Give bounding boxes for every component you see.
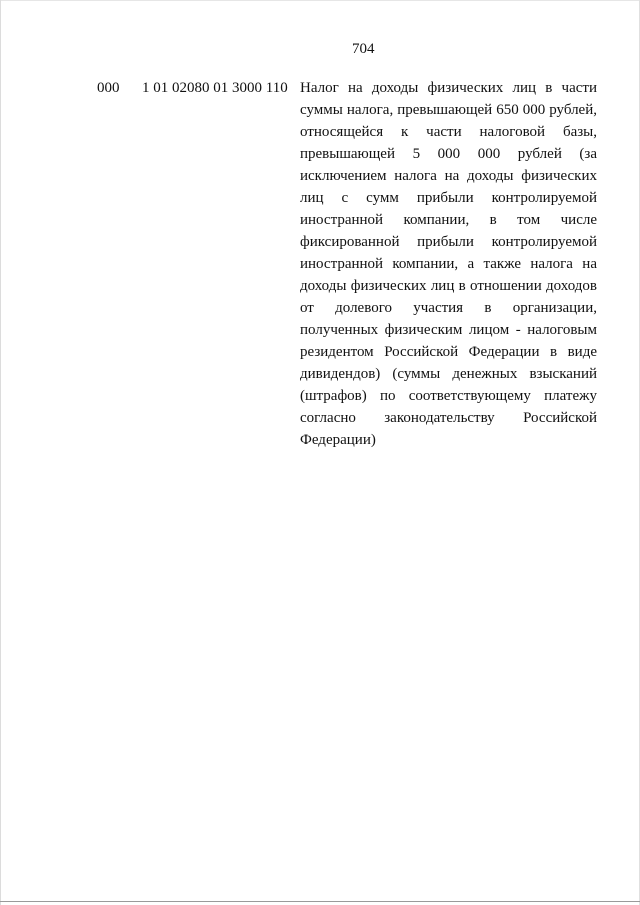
row-description: Налог на доходы физических лиц в части суммы налога, превышающей 650 000 рублей, относящейся к части налоговой базы, превышающей 5 000 000 рублей (за исключением налога на доходы физических лиц с сумм прибыли контролируемой иностранной компании, в том числе фиксированной прибыли контролируемой иностранной компании, а также налога на доходы физических лиц в отношении доходов от долевого участия в организации, полученных физическим лицом - налоговым резидентом Российской Федерации в виде дивидендов) (суммы денежных взысканий (штрафов) по соответствующему платежу согласно законодательству Российской Федерации) — [300, 80, 597, 448]
page-number: 704 — [352, 41, 375, 57]
scan-edge-bottom — [0, 901, 640, 902]
scan-edge-left — [0, 0, 1, 905]
budget-classification-code: 1 01 02080 01 3000 110 — [142, 80, 288, 96]
scan-edge-top — [0, 0, 640, 1]
admin-code: 000 — [97, 80, 120, 96]
